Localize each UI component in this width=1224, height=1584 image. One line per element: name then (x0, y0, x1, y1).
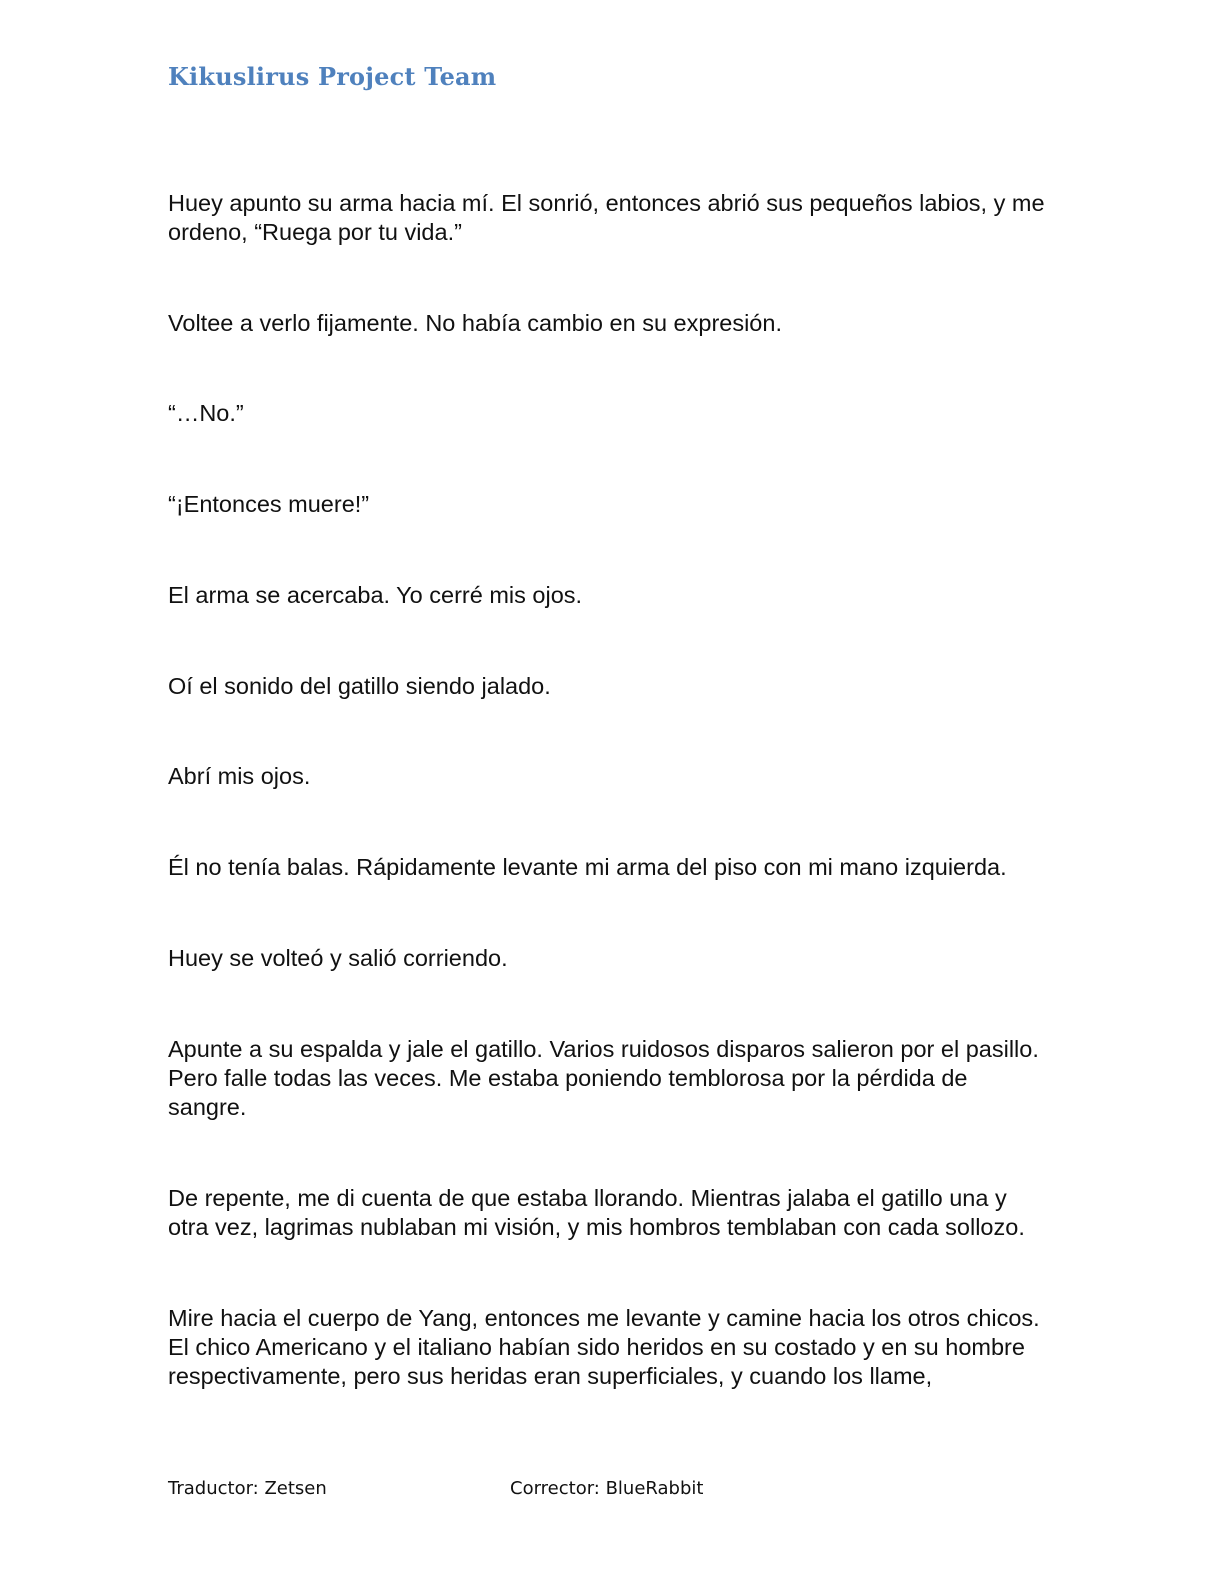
paragraph-4: “¡Entonces muere!” (168, 491, 370, 517)
paragraph-1: Huey apunto su arma hacia mí. El sonrió, entonces abrió sus pequeños labios, y me ordeno, “Ruega por tu vida.” (168, 190, 1045, 245)
paragraph-2: Voltee a verlo fijamente. No había cambio en su expresión. (168, 310, 782, 336)
paragraph-12: Mire hacia el cuerpo de Yang, entonces me levante y camine hacia los otros chicos. El chico Americano y el italiano habían sido heridos en su costado y en su hombre respectivamente, pero sus heridas eran superficiales, y cuando los llame, (168, 1305, 1040, 1389)
paragraph-11: De repente, me di cuenta de que estaba llorando. Mientras jalaba el gatillo una y otra vez, lagrimas nublaban mi visión, y mis hombros temblaban con cada sollozo. (168, 1185, 1025, 1240)
paragraph-7: Abrí mis ojos. (168, 763, 311, 789)
paragraph-5: El arma se acercaba. Yo cerré mis ojos. (168, 582, 583, 608)
paragraph-9: Huey se volteó y salió corriendo. (168, 945, 508, 971)
paragraph-8: Él no tenía balas. Rápidamente levante mi arma del piso con mi mano izquierda. (168, 854, 1007, 880)
paragraph-10: Apunte a su espalda y jale el gatillo. Varios ruidosos disparos salieron por el pasillo. Pero falle todas las veces. Me estaba poniendo temblorosa por la pérdida de sangre. (168, 1036, 1039, 1120)
paragraph-3: “…No.” (168, 400, 244, 426)
footer-translator: Traductor: Zetsen (168, 1478, 327, 1499)
page-header-title: Kikuslirus Project Team (168, 62, 497, 91)
footer-corrector: Corrector: BlueRabbit (510, 1478, 704, 1499)
paragraph-6: Oí el sonido del gatillo siendo jalado. (168, 673, 551, 699)
